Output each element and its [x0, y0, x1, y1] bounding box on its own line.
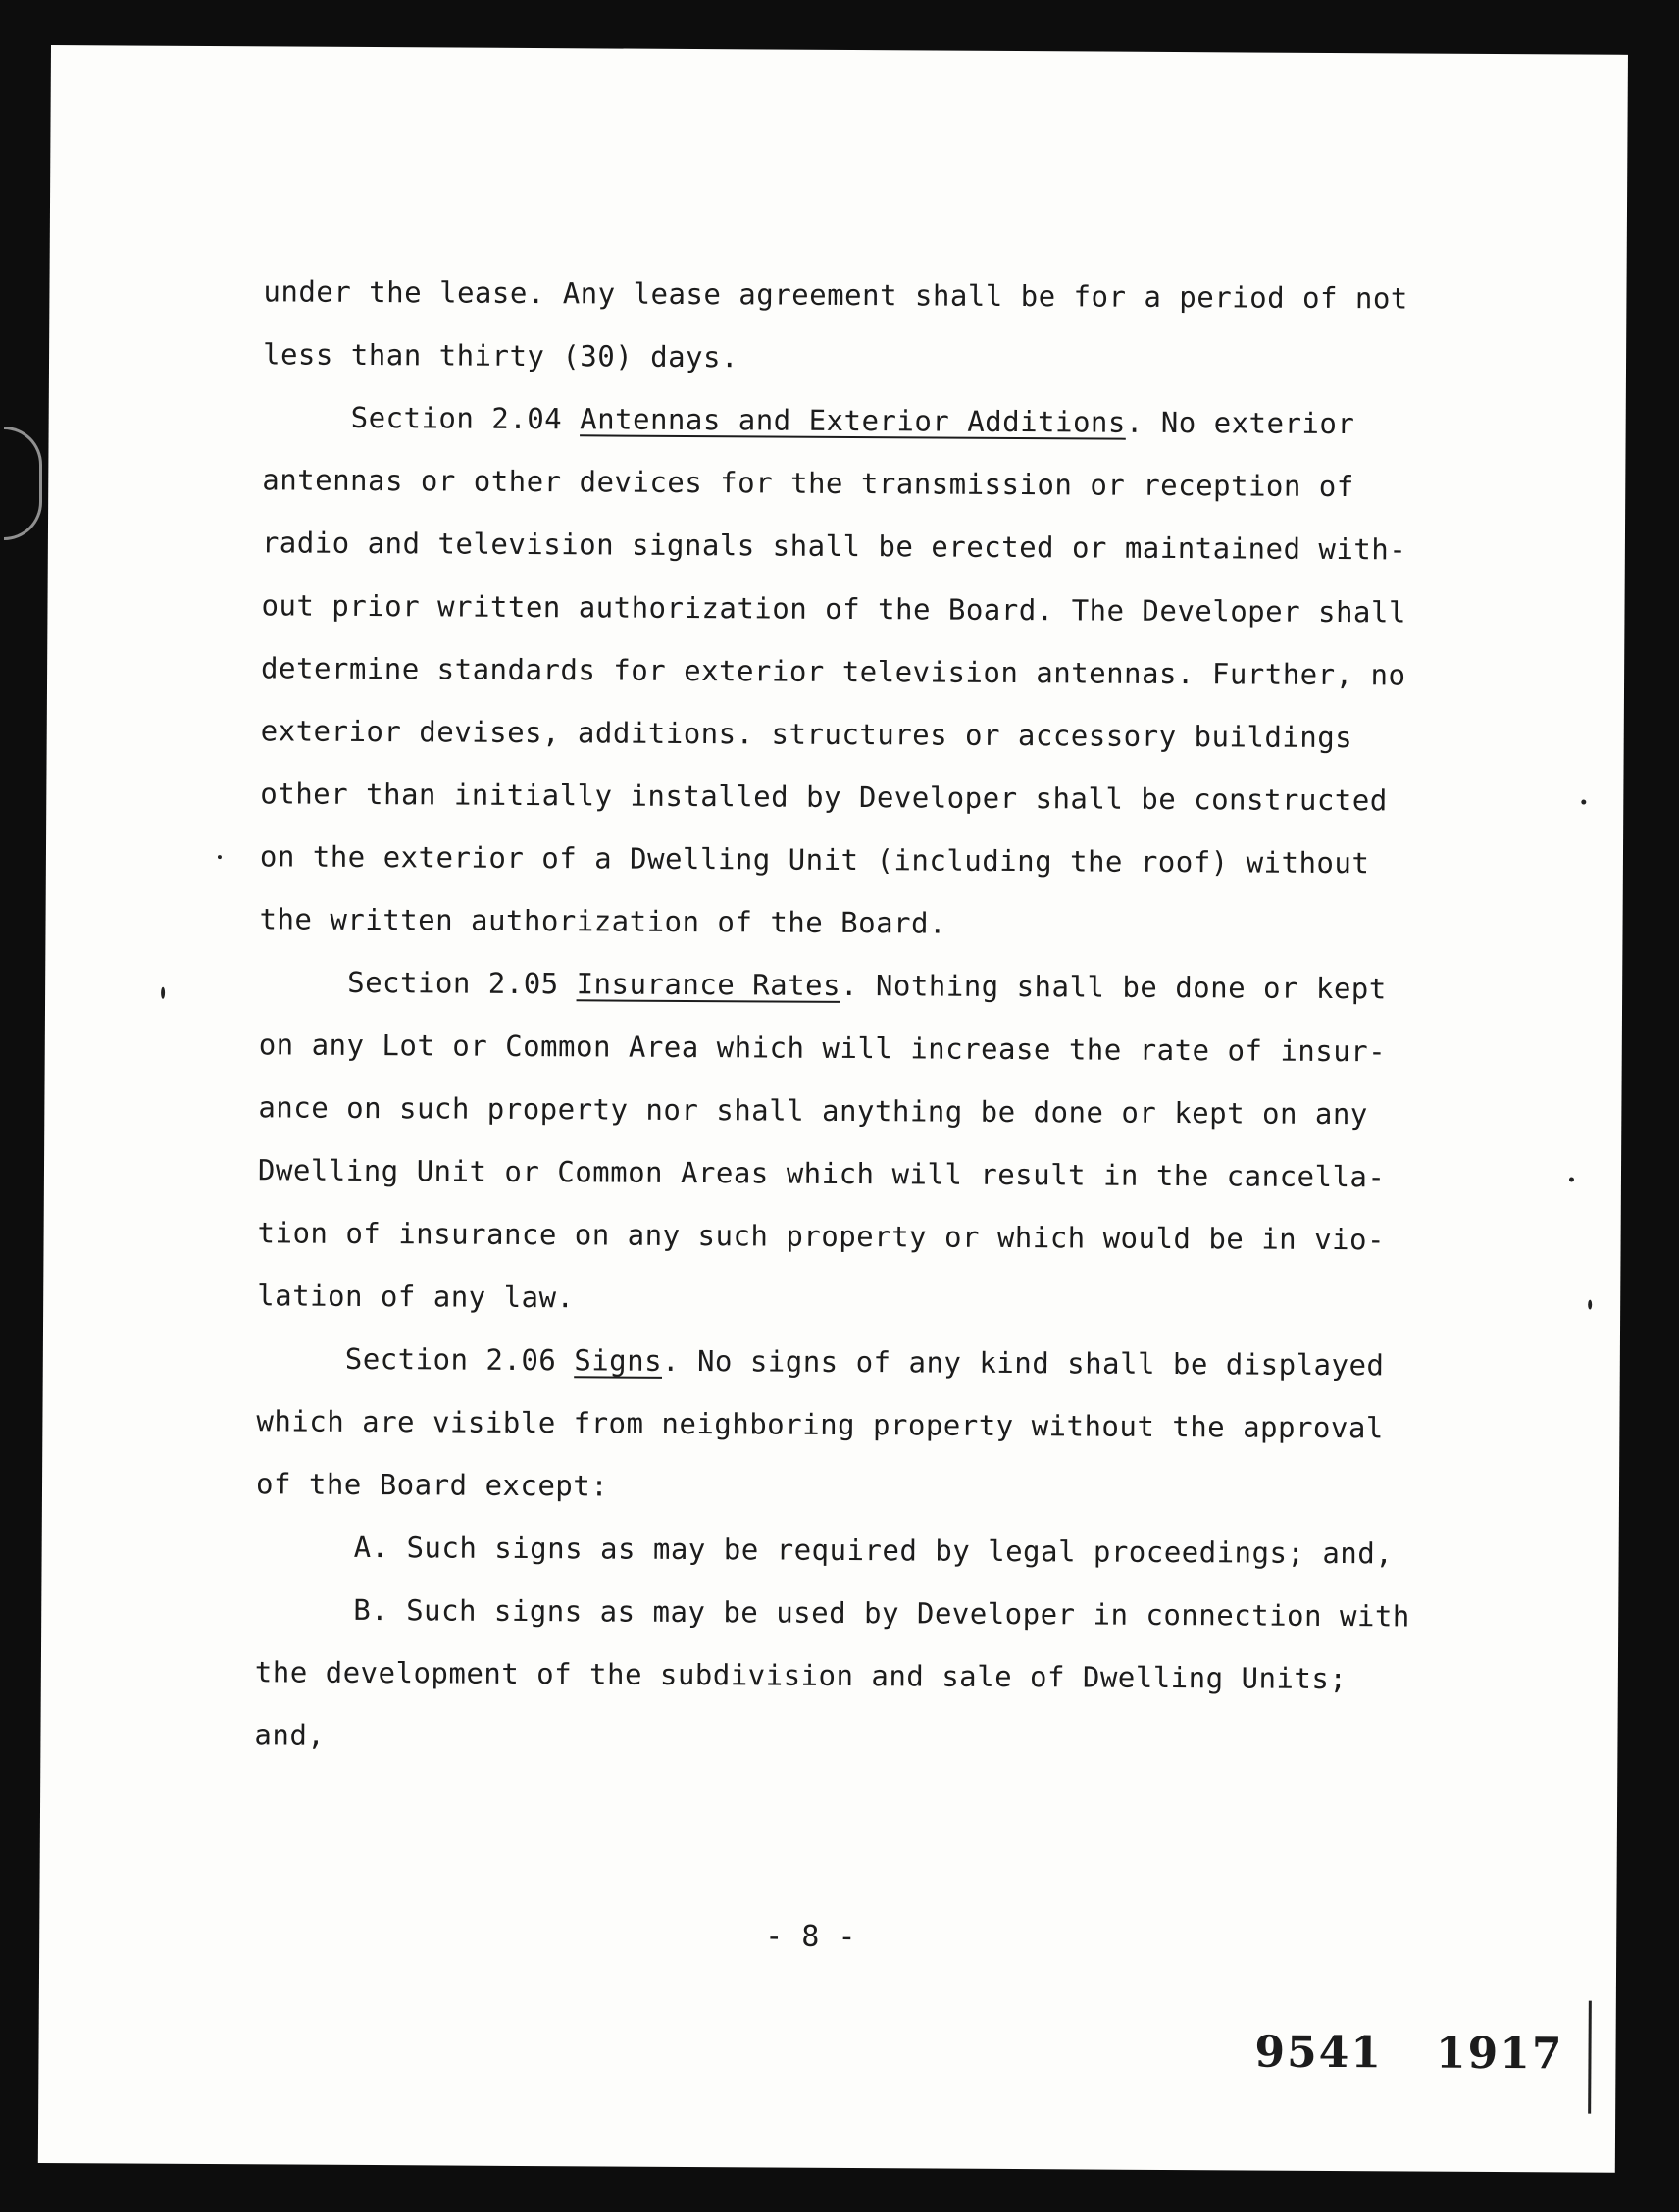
list-item: B. Such signs as may be used by Developer in connection with [353, 1592, 1410, 1634]
text-line: exterior devises, additions. structures or accessory buildings [260, 714, 1353, 755]
text-line: other than initially installed by Developer shall be constructed [260, 777, 1388, 818]
scan-speck [1588, 1300, 1592, 1310]
text-line: less than thirty (30) days. [262, 337, 739, 375]
text-line: on any Lot or Common Area which will increase the rate of insur- [258, 1028, 1387, 1069]
vertical-rule [1588, 2001, 1592, 2114]
text-line: antennas or other devices for the transmission or reception of [262, 463, 1354, 504]
document-page [38, 45, 1628, 2173]
section-heading-line [257, 1327, 1542, 1397]
text-line: ance on such property nor shall anything be done or kept on any [258, 1090, 1368, 1131]
list-item: A. Such signs as may be required by legal proceedings; and, [353, 1530, 1394, 1571]
section-number: Section 2.06 [344, 1341, 575, 1378]
text-line: Dwelling Unit or Common Areas which will result in the cancella- [257, 1153, 1386, 1194]
text-line: under the lease. Any lease agreement shall be for a period of not [263, 275, 1408, 316]
page-number: - 8 - [765, 1919, 857, 1955]
section-text: . No exterior [1125, 405, 1355, 441]
scan-speck [1581, 800, 1586, 805]
text-line: on the exterior of a Dwelling Unit (including the roof) without [259, 839, 1370, 880]
section-heading-line [262, 385, 1547, 456]
text-line: out prior written authorization of the Board. The Developer shall [261, 588, 1406, 629]
text-line: of the Board except: [255, 1467, 609, 1503]
text-line: determine standards for exterior television antennas. Further, no [261, 651, 1406, 692]
section-title: Antennas and Exterior Additions [580, 402, 1127, 439]
section-heading-line [259, 950, 1544, 1021]
bates-number [1254, 2024, 1616, 2085]
text-line: the written authorization of the Board. [259, 902, 947, 940]
section-text: . No signs of any kind shall be displayed [662, 1343, 1385, 1382]
section-number: Section 2.04 [350, 400, 581, 436]
text-line: which are visible from neighboring property without the approval [256, 1404, 1384, 1445]
text-line: and, [254, 1718, 326, 1752]
text-line: radio and television signals shall be erected or maintained with- [261, 526, 1407, 567]
bates-page: 1917 [1435, 2028, 1564, 2080]
section-title: Signs [574, 1343, 663, 1378]
text-line: lation of any law. [257, 1279, 575, 1315]
text-line: the development of the subdivision and sale of Dwelling Units; [254, 1655, 1348, 1696]
scan-speck [161, 987, 165, 999]
bates-book: 9541 [1254, 2027, 1384, 2079]
scan-speck [1569, 1177, 1574, 1181]
section-number: Section 2.05 [347, 965, 577, 1001]
section-title: Insurance Rates [576, 967, 841, 1002]
section-text: . Nothing shall be done or kept [840, 968, 1387, 1006]
body-text [254, 260, 1548, 1774]
scan-edge-artifact [4, 427, 42, 540]
text-line: tion of insurance on any such property or which would be in vio- [257, 1216, 1386, 1257]
scan-speck [218, 855, 222, 859]
